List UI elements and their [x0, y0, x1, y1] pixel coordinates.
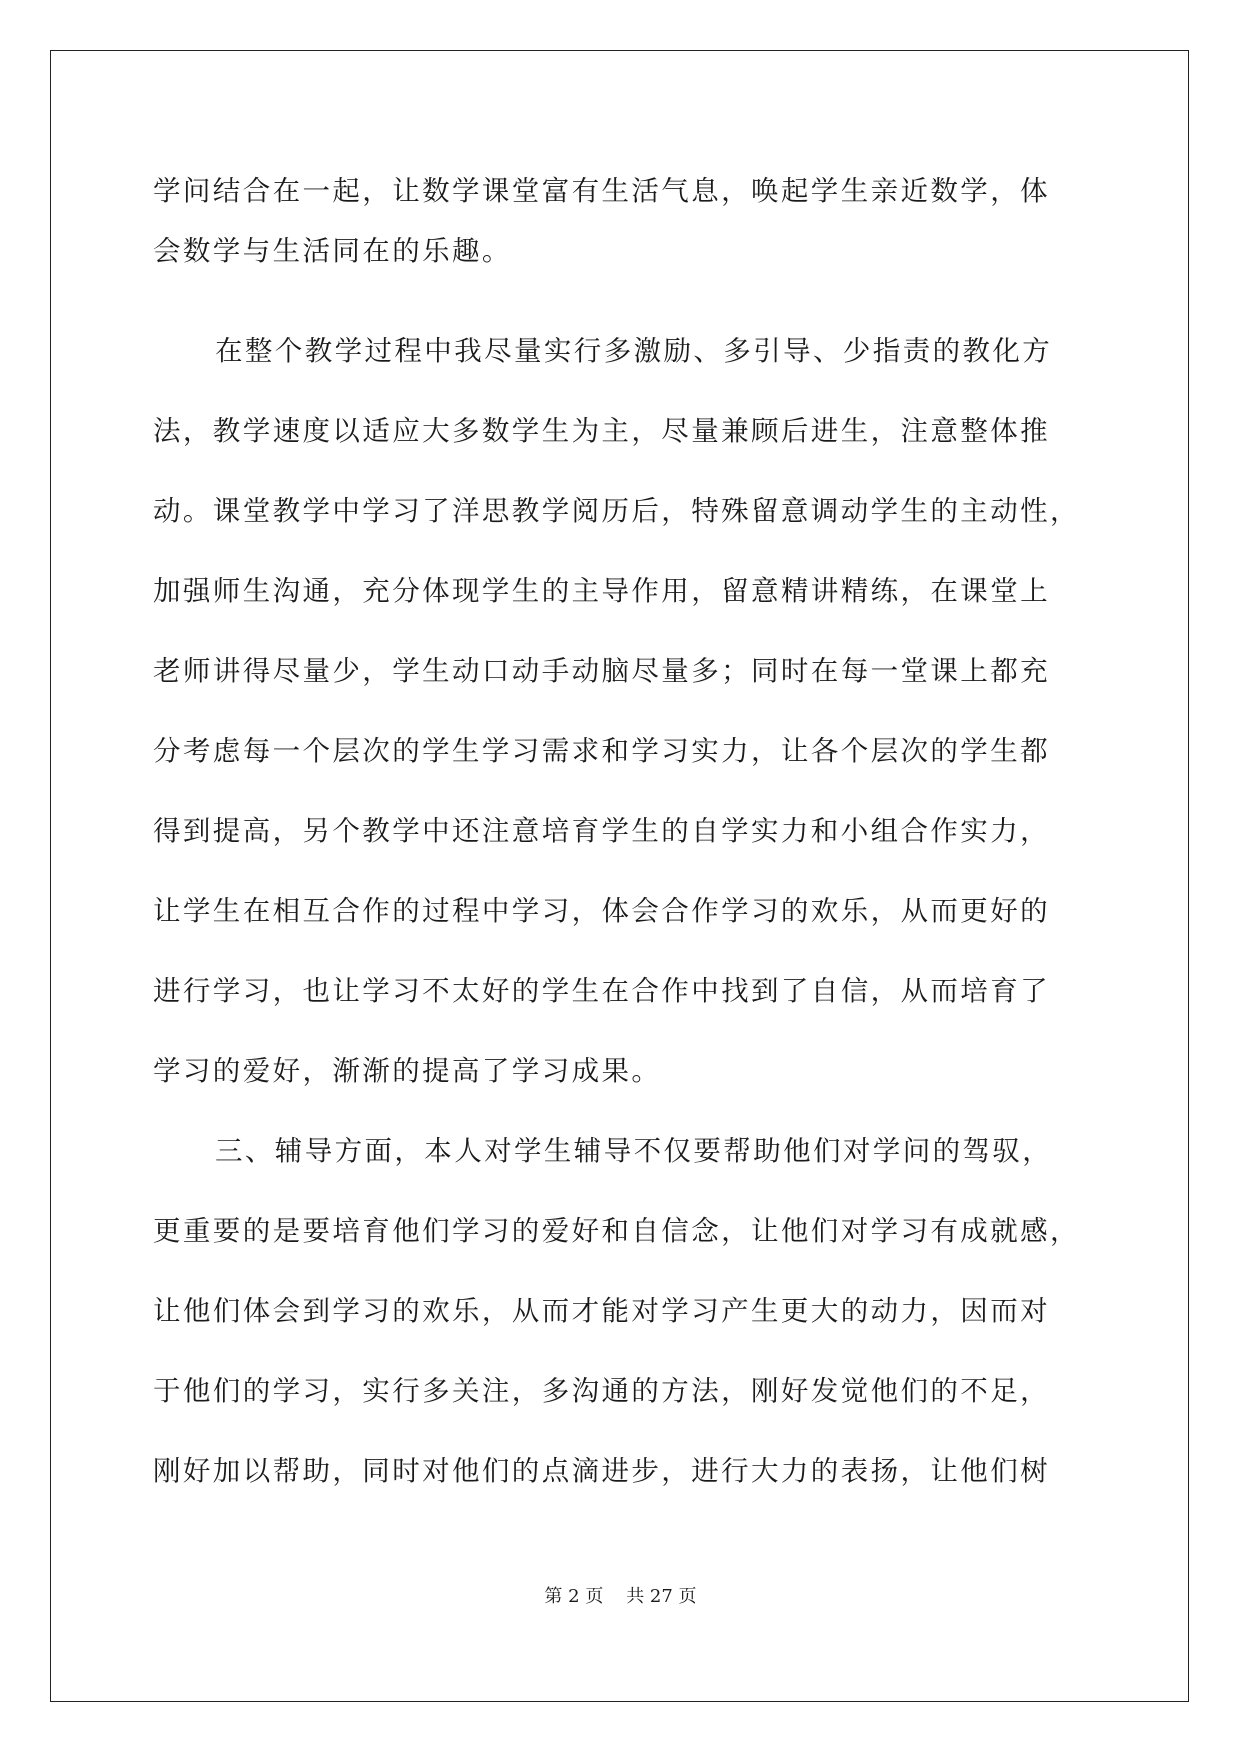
text-line: 分考虑每一个层次的学生学习需求和学习实力，让各个层次的学生都 [153, 735, 1050, 767]
text-line: 法，教学速度以适应大多数学生为主，尽量兼顾后进生，注意整体推 [153, 415, 1050, 447]
text-line: 学问结合在一起，让数学课堂富有生活气息，唤起学生亲近数学，体 [153, 175, 1050, 207]
page-number-footer: 第 2 页 共 27 页 [544, 1586, 697, 1607]
text-line: 学习的爱好，渐渐的提高了学习成果。 [153, 1055, 662, 1087]
text-line: 让学生在相互合作的过程中学习，体会合作学习的欢乐，从而更好的 [153, 895, 1050, 927]
text-line: 更重要的是要培育他们学习的爱好和自信念，让他们对学习有成就感， [153, 1215, 1080, 1247]
text-line: 老师讲得尽量少，学生动口动手动脑尽量多；同时在每一堂课上都充 [153, 655, 1050, 687]
text-line: 刚好加以帮助，同时对他们的点滴进步，进行大力的表扬，让他们树 [153, 1455, 1050, 1487]
text-line: 得到提高，另个教学中还注意培育学生的自学实力和小组合作实力， [153, 815, 1050, 847]
paragraph-first-line: 三、辅导方面，本人对学生辅导不仅要帮助他们对学问的驾驭， [215, 1135, 1053, 1167]
text-line: 进行学习，也让学习不太好的学生在合作中找到了自信，从而培育了 [153, 975, 1050, 1007]
text-line: 让他们体会到学习的欢乐，从而才能对学习产生更大的动力，因而对 [153, 1295, 1050, 1327]
text-line: 加强师生沟通，充分体现学生的主导作用，留意精讲精练，在课堂上 [153, 575, 1050, 607]
text-line: 会数学与生活同在的乐趣。 [153, 235, 512, 267]
text-line: 动。课堂教学中学习了洋思教学阅历后，特殊留意调动学生的主动性， [153, 495, 1080, 527]
paragraph-first-line: 在整个教学过程中我尽量实行多激励、多引导、少指责的教化方 [215, 335, 1053, 367]
text-line: 于他们的学习，实行多关注，多沟通的方法，刚好发觉他们的不足， [153, 1375, 1050, 1407]
